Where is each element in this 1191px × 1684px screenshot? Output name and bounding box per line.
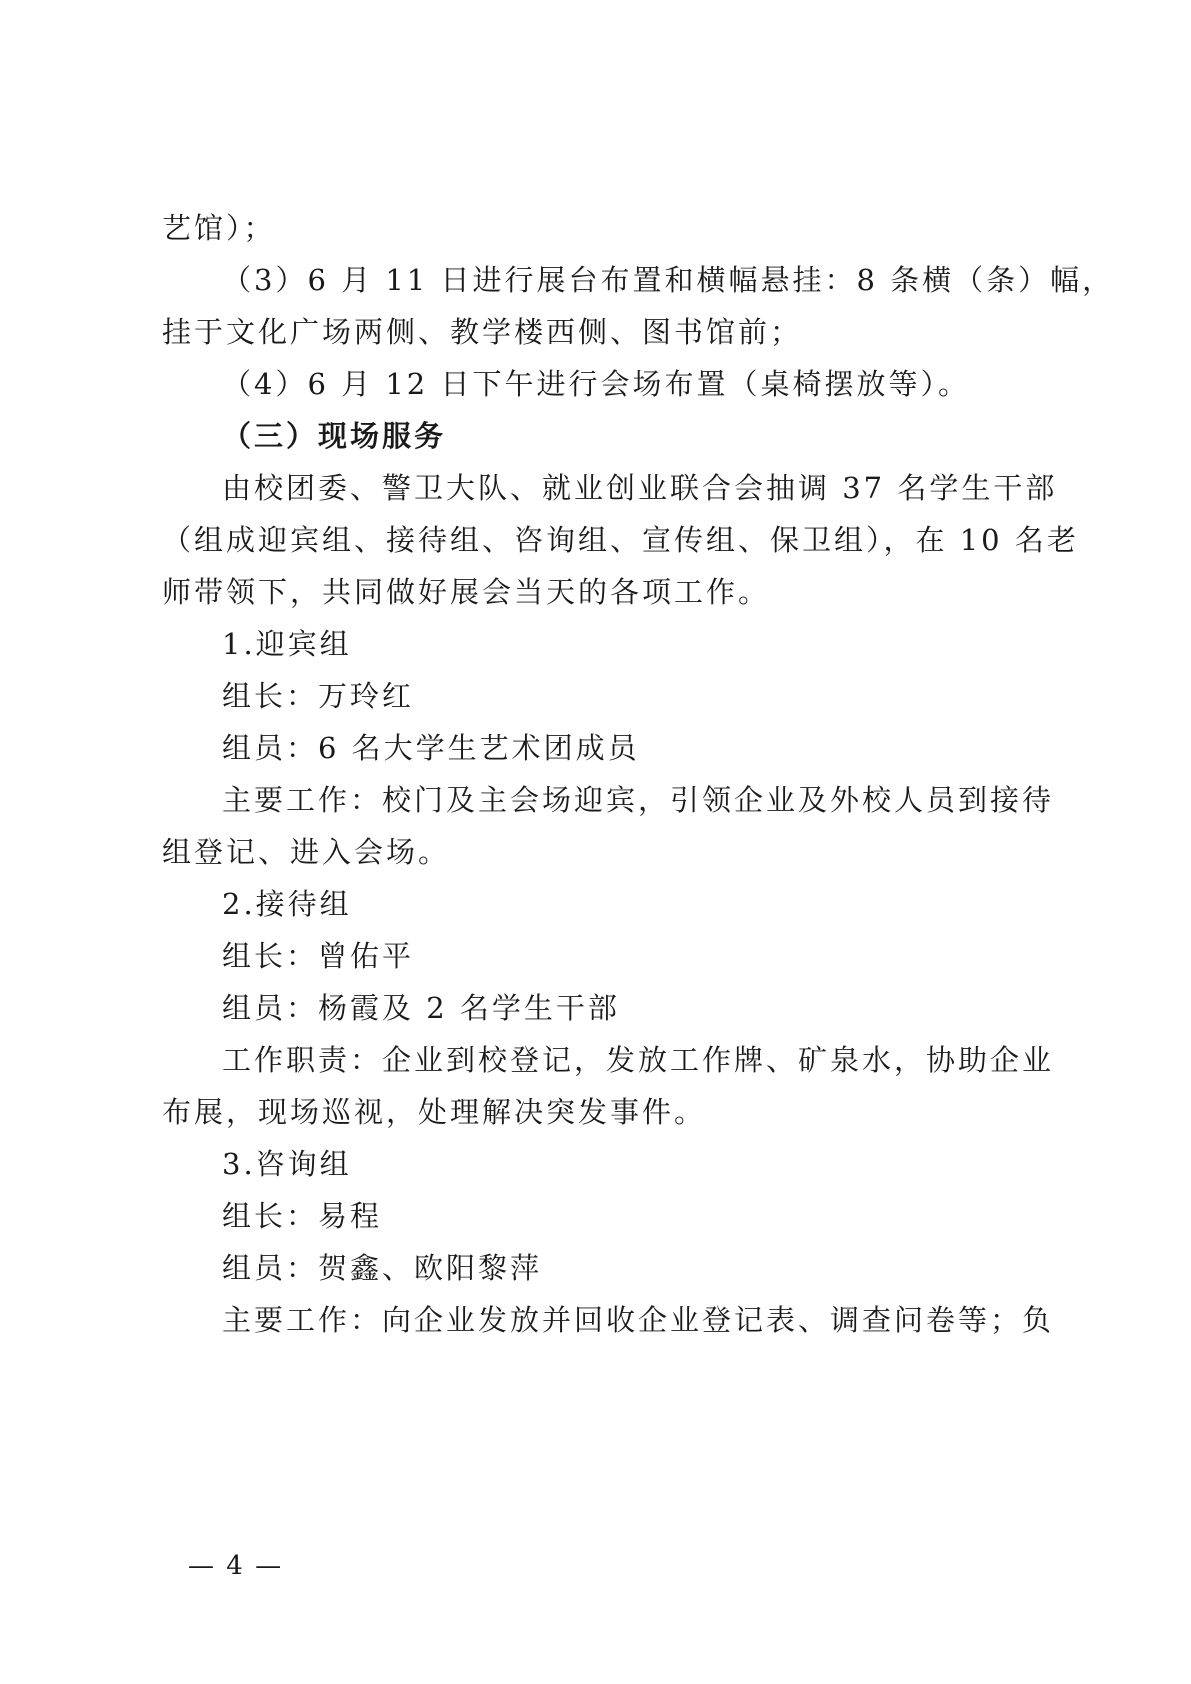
text-line: 组登记、进入会场。: [162, 835, 451, 869]
text-line: 挂于文化广场两侧、教学楼西侧、图书馆前；: [162, 315, 803, 349]
text-line: 组员：杨霞及 2 名学生干部: [222, 991, 620, 1025]
section-heading: （三）现场服务: [222, 419, 447, 453]
text-line: 组长：曾佑平: [222, 939, 415, 973]
text-line: 组员：6 名大学生艺术团成员: [222, 731, 640, 765]
text-line: （组成迎宾组、接待组、咨询组、宣传组、保卫组），在 10 名老: [162, 523, 1079, 557]
text-line: 主要工作：校门及主会场迎宾，引领企业及外校人员到接待: [222, 783, 1055, 817]
text-line: （4）6 月 12 日下午进行会场布置（桌椅摆放等）。: [222, 367, 970, 401]
text-line: 工作职责：企业到校登记，发放工作牌、矿泉水，协助企业: [222, 1043, 1055, 1077]
text-line: 组长：万玲红: [222, 679, 415, 713]
text-line: 组长：易程: [222, 1199, 383, 1233]
text-line: 布展，现场巡视，处理解决突发事件。: [162, 1095, 707, 1129]
group-heading: 1.迎宾组: [222, 627, 352, 661]
text-line: （3）6 月 11 日进行展台布置和横幅悬挂：8 条横（条）幅，: [222, 263, 1115, 297]
text-line: 主要工作：向企业发放并回收企业登记表、调查问卷等；负: [222, 1303, 1055, 1337]
group-heading: 3.咨询组: [222, 1147, 352, 1181]
text-line: 由校团委、警卫大队、就业创业联合会抽调 37 名学生干部: [222, 471, 1058, 505]
text-line: 组员：贺鑫、欧阳黎萍: [222, 1251, 543, 1285]
page-number: — 4 —: [188, 1551, 284, 1581]
text-line: 师带领下，共同做好展会当天的各项工作。: [162, 575, 771, 609]
text-line: 艺馆）；: [162, 211, 276, 245]
group-heading: 2.接待组: [222, 887, 352, 921]
